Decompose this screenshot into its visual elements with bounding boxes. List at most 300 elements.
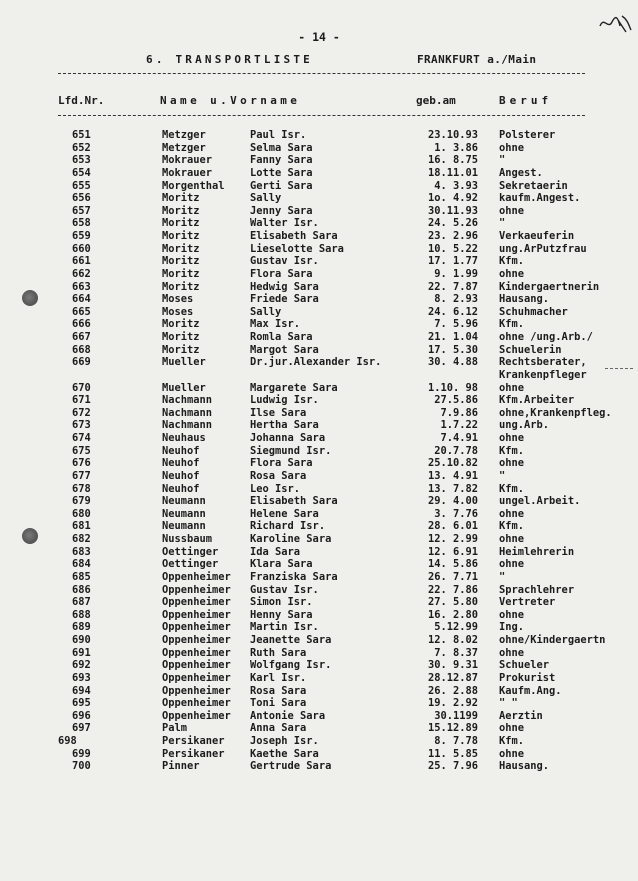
row-birthdate: 25. 7.96 bbox=[427, 760, 478, 773]
row-last-name: Oppenheimer bbox=[162, 659, 231, 672]
divider bbox=[58, 73, 585, 74]
row-occupation: " bbox=[499, 217, 506, 230]
row-birthdate: 15.12.89 bbox=[427, 722, 478, 735]
row-occupation: Polsterer bbox=[499, 129, 556, 141]
row-last-name: Oppenheimer bbox=[162, 634, 231, 646]
row-number: 687 bbox=[72, 596, 91, 609]
row-last-name: Neuhof bbox=[162, 469, 200, 482]
row-number: 654 bbox=[72, 166, 91, 179]
row-number: 688 bbox=[72, 608, 91, 621]
row-birthdate: 7. 5.96 bbox=[434, 318, 478, 331]
row-number: 661 bbox=[72, 255, 91, 268]
list-row bbox=[0, 192, 638, 205]
row-number: 690 bbox=[72, 634, 91, 646]
list-row bbox=[0, 180, 638, 193]
row-occupation: ung.ArPutzfrau bbox=[499, 242, 587, 255]
row-last-name: Palm bbox=[162, 722, 188, 735]
row-last-name: Neumann bbox=[162, 507, 206, 520]
row-first-name: Romla Sara bbox=[250, 331, 313, 343]
row-occupation: ohne bbox=[499, 747, 525, 760]
row-number: 697 bbox=[72, 722, 91, 735]
transport-list bbox=[0, 129, 638, 773]
list-row bbox=[0, 760, 638, 773]
row-first-name: Gerti Sara bbox=[250, 179, 313, 192]
row-number: 665 bbox=[72, 305, 91, 318]
row-number: 681 bbox=[72, 520, 91, 533]
row-first-name: Karl Isr. bbox=[250, 671, 307, 684]
row-occupation: Angest. bbox=[499, 166, 543, 179]
row-first-name: Sally bbox=[250, 192, 282, 205]
row-first-name: Klara Sara bbox=[250, 558, 313, 571]
list-row bbox=[0, 331, 638, 344]
row-birthdate: 8. 7.78 bbox=[434, 735, 478, 747]
row-last-name: Nussbaum bbox=[162, 533, 213, 545]
row-occupation: Kfm. bbox=[499, 318, 525, 331]
row-number: 698 bbox=[58, 735, 77, 747]
row-number: 680 bbox=[72, 507, 91, 520]
row-occupation: Kfm. bbox=[499, 735, 525, 747]
row-last-name: Mokrauer bbox=[162, 166, 213, 179]
list-row bbox=[0, 558, 638, 571]
row-number: 677 bbox=[72, 469, 91, 482]
row-occupation: ohne bbox=[499, 507, 525, 520]
list-row bbox=[0, 508, 638, 521]
row-birthdate: 7.9.86 bbox=[440, 406, 478, 419]
row-last-name: Mokrauer bbox=[162, 154, 213, 167]
row-last-name: Moritz bbox=[162, 331, 200, 343]
header-number: Lfd.Nr. bbox=[58, 94, 105, 107]
row-last-name: Oppenheimer bbox=[162, 608, 231, 621]
row-first-name: Lieselotte Sara bbox=[250, 242, 344, 255]
row-birthdate: 22. 7.87 bbox=[427, 280, 478, 293]
row-occupation: Kaufm.Ang. bbox=[499, 684, 562, 697]
row-first-name: Gustav Isr. bbox=[250, 255, 319, 268]
row-first-name: Jeanette Sara bbox=[250, 634, 332, 646]
list-row bbox=[0, 685, 638, 698]
row-birthdate: 17. 1.77 bbox=[427, 255, 478, 268]
row-number: 662 bbox=[72, 267, 91, 280]
row-number: 670 bbox=[72, 381, 91, 394]
row-last-name: Moritz bbox=[162, 242, 200, 255]
row-occupation: ohne bbox=[499, 722, 525, 735]
row-birthdate: 13. 7.82 bbox=[427, 482, 478, 495]
row-last-name: Neumann bbox=[162, 495, 206, 508]
row-number: 694 bbox=[72, 684, 91, 697]
row-number: 689 bbox=[72, 621, 91, 634]
row-birthdate: 16. 2.80 bbox=[427, 608, 478, 621]
row-occupation: ohne /ung.Arb./ bbox=[499, 331, 593, 343]
row-first-name: Antonie Sara bbox=[250, 709, 326, 722]
list-row bbox=[0, 268, 638, 281]
list-row bbox=[0, 318, 638, 331]
row-occupation: ohne bbox=[499, 381, 525, 394]
row-last-name: Oppenheimer bbox=[162, 697, 231, 710]
row-number: 685 bbox=[72, 570, 91, 583]
row-birthdate: 30. 4.88 bbox=[427, 356, 478, 369]
row-last-name: Moritz bbox=[162, 230, 200, 242]
row-number: 656 bbox=[72, 192, 91, 205]
list-row bbox=[0, 634, 638, 647]
row-birthdate: 12. 8.02 bbox=[427, 634, 478, 646]
row-birthdate: 20.7.78 bbox=[434, 444, 478, 457]
row-first-name: Dr.jur.Alexander Isr. bbox=[250, 356, 382, 369]
list-row bbox=[0, 520, 638, 533]
row-number: 658 bbox=[72, 217, 91, 230]
row-number: 699 bbox=[72, 747, 91, 760]
list-row bbox=[0, 647, 638, 660]
row-last-name: Oppenheimer bbox=[162, 596, 231, 609]
row-last-name: Metzger bbox=[162, 129, 206, 141]
row-occupation: Verkaeuferin bbox=[499, 230, 575, 242]
row-last-name: Neuhof bbox=[162, 457, 200, 470]
row-birthdate: 1o. 4.92 bbox=[427, 192, 478, 205]
row-birthdate: 28. 6.01 bbox=[427, 520, 478, 533]
row-first-name: Elisabeth Sara bbox=[250, 230, 338, 242]
row-birthdate: 4. 3.93 bbox=[434, 179, 478, 192]
row-birthdate: 1.10. 98 bbox=[427, 381, 478, 394]
list-row bbox=[0, 306, 638, 319]
page-number: - 14 - bbox=[298, 30, 340, 44]
list-location: FRANKFURT a./Main bbox=[417, 53, 537, 66]
row-number: 693 bbox=[72, 671, 91, 684]
row-last-name: Neuhof bbox=[162, 482, 200, 495]
row-birthdate: 23. 2.96 bbox=[427, 230, 478, 242]
row-occupation: Kfm. bbox=[499, 444, 525, 457]
row-occupation: " bbox=[499, 154, 506, 167]
row-first-name: Richard Isr. bbox=[250, 520, 326, 533]
row-birthdate: 1.7.22 bbox=[440, 419, 478, 432]
row-number: 657 bbox=[72, 204, 91, 217]
row-birthdate: 27. 5.80 bbox=[427, 596, 478, 609]
row-birthdate: 18.11.01 bbox=[427, 166, 478, 179]
row-last-name: Moritz bbox=[162, 255, 200, 268]
list-row bbox=[0, 356, 638, 381]
row-last-name: Moses bbox=[162, 305, 194, 318]
row-birthdate: 10. 5.22 bbox=[427, 242, 478, 255]
list-row bbox=[0, 407, 638, 420]
row-number: 660 bbox=[72, 242, 91, 255]
header-birthdate: geb.am bbox=[416, 94, 456, 107]
row-number: 672 bbox=[72, 406, 91, 419]
list-row bbox=[0, 281, 638, 294]
row-first-name: Ida Sara bbox=[250, 545, 301, 558]
row-occupation: ohne/Kindergaertn bbox=[499, 634, 606, 646]
list-row bbox=[0, 483, 638, 496]
row-first-name: Sally bbox=[250, 305, 282, 318]
row-last-name: Neuhof bbox=[162, 444, 200, 457]
list-row bbox=[0, 672, 638, 685]
row-occupation: Sekretaerin bbox=[499, 179, 568, 192]
row-birthdate: 1. 3.86 bbox=[434, 141, 478, 154]
list-row bbox=[0, 533, 638, 546]
row-first-name: Jenny Sara bbox=[250, 204, 313, 217]
row-occupation: Kfm. bbox=[499, 520, 525, 533]
row-birthdate: 8. 2.93 bbox=[434, 293, 478, 306]
row-last-name: Moritz bbox=[162, 192, 200, 205]
row-occupation: Vertreter bbox=[499, 596, 556, 609]
row-birthdate: 30. 9.31 bbox=[427, 659, 478, 672]
row-first-name: Ruth Sara bbox=[250, 646, 307, 659]
row-number: 667 bbox=[72, 331, 91, 343]
row-last-name: Moritz bbox=[162, 280, 200, 293]
row-occupation: ohne bbox=[499, 267, 525, 280]
row-last-name: Oettinger bbox=[162, 558, 219, 571]
row-last-name: Pinner bbox=[162, 760, 200, 773]
row-birthdate: 5.12.99 bbox=[434, 621, 478, 634]
row-birthdate: 21. 1.04 bbox=[427, 331, 478, 343]
row-birthdate: 16. 8.75 bbox=[427, 154, 478, 167]
row-number: 675 bbox=[72, 444, 91, 457]
row-number: 678 bbox=[72, 482, 91, 495]
header-occupation: Beruf bbox=[499, 94, 553, 107]
row-occupation: ohne bbox=[499, 533, 525, 545]
row-first-name: Fanny Sara bbox=[250, 154, 313, 167]
row-birthdate: 11. 5.85 bbox=[427, 747, 478, 760]
row-number: 652 bbox=[72, 141, 91, 154]
header-name: Name u.Vorname bbox=[160, 94, 301, 107]
list-row bbox=[0, 154, 638, 167]
row-birthdate: 14. 5.86 bbox=[427, 558, 478, 571]
row-number: 659 bbox=[72, 230, 91, 242]
row-number: 666 bbox=[72, 318, 91, 331]
row-number: 669 bbox=[72, 356, 91, 369]
list-row bbox=[0, 167, 638, 180]
list-row bbox=[0, 457, 638, 470]
row-number: 700 bbox=[72, 760, 91, 773]
row-number: 668 bbox=[72, 343, 91, 356]
row-number: 686 bbox=[72, 583, 91, 596]
row-number: 684 bbox=[72, 558, 91, 571]
row-birthdate: 3. 7.76 bbox=[434, 507, 478, 520]
list-row bbox=[0, 217, 638, 230]
row-last-name: Oppenheimer bbox=[162, 684, 231, 697]
list-row bbox=[0, 293, 638, 306]
list-row bbox=[0, 205, 638, 218]
row-first-name: Ilse Sara bbox=[250, 406, 307, 419]
row-occupation: Rechtsberater, bbox=[499, 356, 587, 369]
row-birthdate: 12. 6.91 bbox=[427, 545, 478, 558]
row-first-name: Siegmund Isr. bbox=[250, 444, 332, 457]
row-number: 682 bbox=[72, 533, 91, 545]
list-row bbox=[0, 710, 638, 723]
row-birthdate: 25.10.82 bbox=[427, 457, 478, 470]
row-birthdate: 26. 7.71 bbox=[427, 570, 478, 583]
row-first-name: Toni Sara bbox=[250, 697, 307, 710]
row-number: 673 bbox=[72, 419, 91, 432]
row-number: 676 bbox=[72, 457, 91, 470]
row-first-name: Joseph Isr. bbox=[250, 735, 319, 747]
row-occupation: Schuhmacher bbox=[499, 305, 568, 318]
list-row bbox=[0, 722, 638, 735]
row-birthdate: 24. 5.26 bbox=[427, 217, 478, 230]
row-birthdate: 26. 2.88 bbox=[427, 684, 478, 697]
row-birthdate: 17. 5.30 bbox=[427, 343, 478, 356]
row-first-name: Max Isr. bbox=[250, 318, 301, 331]
row-first-name: Flora Sara bbox=[250, 267, 313, 280]
row-first-name: Paul Isr. bbox=[250, 129, 307, 141]
row-birthdate: 7.4.91 bbox=[440, 432, 478, 444]
row-last-name: Oppenheimer bbox=[162, 671, 231, 684]
row-occupation: Kindergaertnerin bbox=[499, 280, 600, 293]
row-occupation: ohne,Krankenpfleg. bbox=[499, 406, 612, 419]
row-number: 695 bbox=[72, 697, 91, 710]
row-number: 664 bbox=[72, 293, 91, 306]
row-number: 692 bbox=[72, 659, 91, 672]
row-last-name: Persikaner bbox=[162, 747, 225, 760]
row-first-name: Anna Sara bbox=[250, 722, 307, 735]
row-last-name: Moses bbox=[162, 293, 194, 306]
list-row bbox=[0, 230, 638, 243]
row-occupation: " " bbox=[499, 697, 518, 710]
row-birthdate: 19. 2.92 bbox=[427, 697, 478, 710]
punch-hole bbox=[22, 290, 38, 306]
row-number: 671 bbox=[72, 394, 91, 407]
row-occupation: ohne bbox=[499, 558, 525, 571]
row-last-name: Nachmann bbox=[162, 394, 213, 407]
row-last-name: Neuhaus bbox=[162, 432, 206, 444]
row-occupation: kaufm.Angest. bbox=[499, 192, 581, 205]
row-first-name: Rosa Sara bbox=[250, 684, 307, 697]
row-occupation: ohne bbox=[499, 432, 525, 444]
list-row bbox=[0, 382, 638, 395]
row-birthdate: 7. 8.37 bbox=[434, 646, 478, 659]
list-row bbox=[0, 344, 638, 357]
row-first-name: Hertha Sara bbox=[250, 419, 319, 432]
row-birthdate: 28.12.87 bbox=[427, 671, 478, 684]
list-title: 6. TRANSPORTLISTE bbox=[146, 53, 313, 66]
row-first-name: Wolfgang Isr. bbox=[250, 659, 332, 672]
list-row bbox=[0, 419, 638, 432]
row-birthdate: 22. 7.86 bbox=[427, 583, 478, 596]
row-birthdate: 30.11.93 bbox=[427, 204, 478, 217]
list-row bbox=[0, 735, 638, 748]
row-birthdate: 12. 2.99 bbox=[427, 533, 478, 545]
list-row bbox=[0, 584, 638, 597]
row-occupation: Prokurist bbox=[499, 671, 556, 684]
list-row bbox=[0, 445, 638, 458]
row-last-name: Oppenheimer bbox=[162, 570, 231, 583]
row-first-name: Simon Isr. bbox=[250, 596, 313, 609]
row-occupation: Hausang. bbox=[499, 760, 550, 773]
row-occupation: " bbox=[499, 570, 506, 583]
list-row bbox=[0, 129, 638, 142]
row-birthdate: 27.5.86 bbox=[434, 394, 478, 407]
list-row bbox=[0, 432, 638, 445]
row-first-name: Johanna Sara bbox=[250, 432, 326, 444]
list-row bbox=[0, 571, 638, 584]
row-occupation: ohne bbox=[499, 646, 525, 659]
row-last-name: Metzger bbox=[162, 141, 206, 154]
row-occupation-cont: Krankenpfleger bbox=[499, 368, 587, 381]
row-number: 683 bbox=[72, 545, 91, 558]
list-row bbox=[0, 748, 638, 761]
row-occupation: ung.Arb. bbox=[499, 419, 550, 432]
row-number: 679 bbox=[72, 495, 91, 508]
row-occupation: ohne bbox=[499, 204, 525, 217]
row-occupation: Kfm.Arbeiter bbox=[499, 394, 575, 407]
row-birthdate: 23.10.93 bbox=[427, 129, 478, 141]
row-first-name: Elisabeth Sara bbox=[250, 495, 338, 508]
row-first-name: Flora Sara bbox=[250, 457, 313, 470]
row-first-name: Helene Sara bbox=[250, 507, 319, 520]
row-last-name: Nachmann bbox=[162, 419, 213, 432]
row-number: 663 bbox=[72, 280, 91, 293]
row-occupation: Schuelerin bbox=[499, 343, 562, 356]
row-occupation: ohne bbox=[499, 608, 525, 621]
list-row bbox=[0, 621, 638, 634]
list-row bbox=[0, 142, 638, 155]
row-number: 696 bbox=[72, 709, 91, 722]
row-first-name: Martin Isr. bbox=[250, 621, 319, 634]
row-last-name: Nachmann bbox=[162, 406, 213, 419]
row-first-name: Hedwig Sara bbox=[250, 280, 319, 293]
row-last-name: Oppenheimer bbox=[162, 709, 231, 722]
list-row bbox=[0, 495, 638, 508]
row-number: 653 bbox=[72, 154, 91, 167]
row-occupation: " bbox=[499, 469, 506, 482]
row-occupation: Kfm. bbox=[499, 482, 525, 495]
row-birthdate: 24. 6.12 bbox=[427, 305, 478, 318]
row-number: 651 bbox=[72, 129, 91, 141]
row-birthdate: 30.1199 bbox=[434, 709, 478, 722]
row-first-name: Karoline Sara bbox=[250, 533, 332, 545]
row-first-name: Margarete Sara bbox=[250, 381, 338, 394]
row-last-name: Mueller bbox=[162, 381, 206, 394]
row-first-name: Gustav Isr. bbox=[250, 583, 319, 596]
row-first-name: Leo Isr. bbox=[250, 482, 301, 495]
list-row bbox=[0, 697, 638, 710]
row-last-name: Moritz bbox=[162, 267, 200, 280]
row-last-name: Oppenheimer bbox=[162, 583, 231, 596]
row-occupation: ohne bbox=[499, 141, 525, 154]
list-row bbox=[0, 243, 638, 256]
row-last-name: Neumann bbox=[162, 520, 206, 533]
list-row bbox=[0, 609, 638, 622]
list-row bbox=[0, 255, 638, 268]
row-number: 655 bbox=[72, 179, 91, 192]
row-last-name: Moritz bbox=[162, 204, 200, 217]
row-last-name: Oppenheimer bbox=[162, 646, 231, 659]
row-occupation: Hausang. bbox=[499, 293, 550, 306]
row-birthdate: 9. 1.99 bbox=[434, 267, 478, 280]
row-occupation: Sprachlehrer bbox=[499, 583, 575, 596]
list-row bbox=[0, 596, 638, 609]
row-first-name: Gertrude Sara bbox=[250, 760, 332, 773]
list-row bbox=[0, 470, 638, 483]
row-last-name: Moritz bbox=[162, 343, 200, 356]
row-number: 691 bbox=[72, 646, 91, 659]
row-first-name: Franziska Sara bbox=[250, 570, 338, 583]
list-row bbox=[0, 546, 638, 559]
row-occupation: Heimlehrerin bbox=[499, 545, 575, 558]
row-first-name: Ludwig Isr. bbox=[250, 394, 319, 407]
row-last-name: Mueller bbox=[162, 356, 206, 369]
row-last-name: Moritz bbox=[162, 318, 200, 331]
row-first-name: Margot Sara bbox=[250, 343, 319, 356]
row-occupation: Schueler bbox=[499, 659, 550, 672]
row-occupation: Aerztin bbox=[499, 709, 543, 722]
row-first-name: Selma Sara bbox=[250, 141, 313, 154]
row-first-name: Henny Sara bbox=[250, 608, 313, 621]
punch-hole bbox=[22, 528, 38, 544]
row-occupation: ungel.Arbeit. bbox=[499, 495, 581, 508]
row-last-name: Moritz bbox=[162, 217, 200, 230]
divider bbox=[58, 115, 585, 116]
row-first-name: Rosa Sara bbox=[250, 469, 307, 482]
row-occupation: Kfm. bbox=[499, 255, 525, 268]
row-last-name: Morgenthal bbox=[162, 179, 225, 192]
row-first-name: Kaethe Sara bbox=[250, 747, 319, 760]
